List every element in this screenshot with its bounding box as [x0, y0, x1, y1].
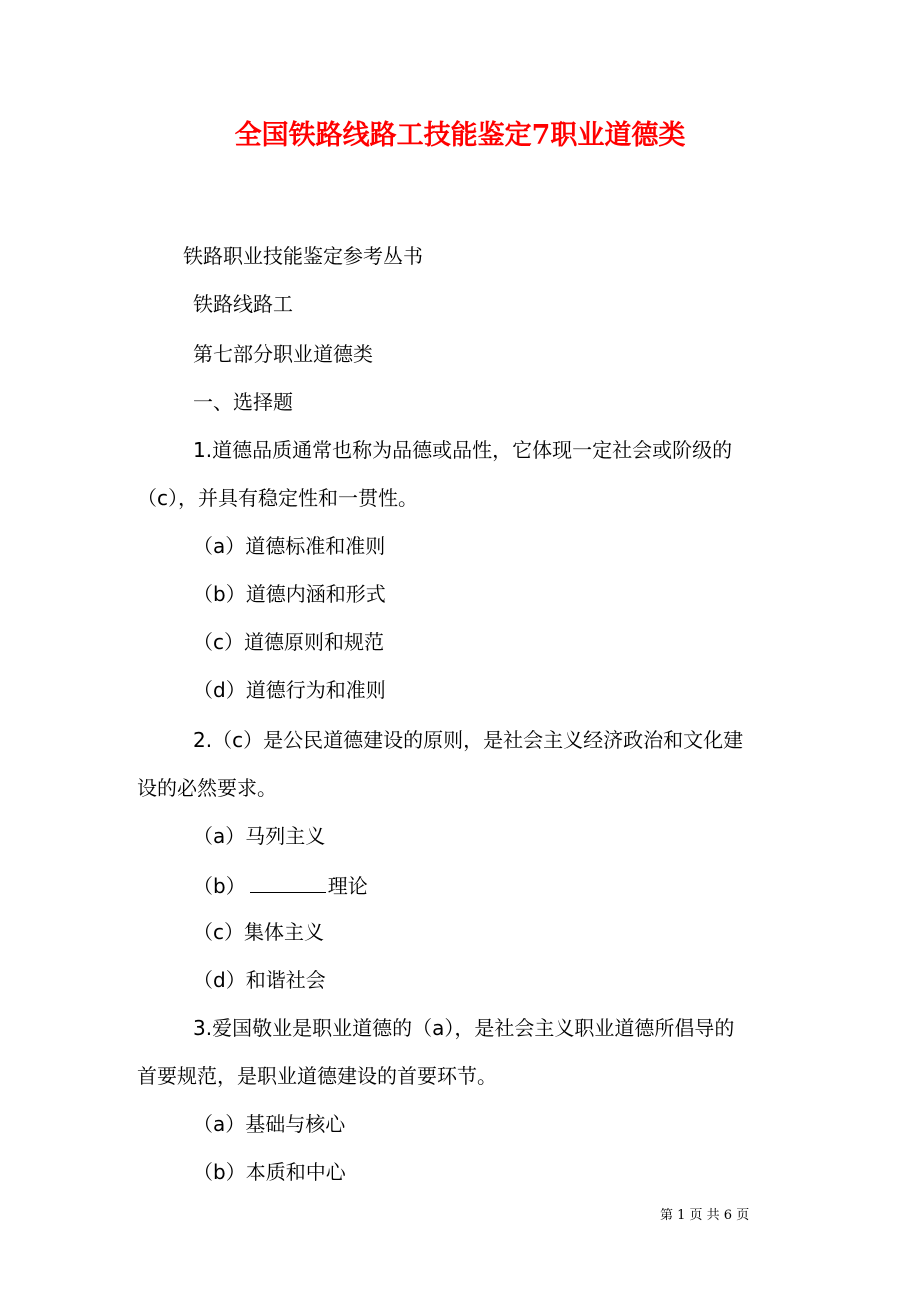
question-2-option-c: （c）集体主义	[193, 920, 324, 944]
question-2-option-a: （a）马列主义	[193, 824, 326, 848]
question-1-stem-line1: 1.道德品质通常也称为品德或品性，它体现一定社会或阶级的	[193, 438, 733, 462]
fill-in-blank	[250, 870, 326, 893]
page-number: 第 1 页 共 6 页	[660, 1208, 750, 1223]
question-2-stem-line2: 设的必然要求。	[137, 776, 277, 800]
series-name: 铁路职业技能鉴定参考丛书	[183, 244, 423, 268]
question-2-option-d: （d）和谐社会	[193, 968, 326, 992]
question-1-option-c: （c）道德原则和规范	[193, 630, 384, 654]
question-1-option-d: （d）道德行为和准则	[193, 678, 386, 702]
question-1-option-a: （a）道德标准和准则	[193, 534, 386, 558]
question-2-option-b	[193, 870, 368, 900]
question-3-option-a: （a）基础与核心	[193, 1112, 346, 1136]
book-name: 铁路线路工	[193, 292, 293, 316]
section-heading: 一、选择题	[193, 390, 293, 414]
question-2-option-b-label: （b）	[193, 874, 246, 898]
question-1-stem-line2: （c），并具有稳定性和一贯性。	[137, 486, 418, 510]
question-3-option-b: （b）本质和中心	[193, 1160, 346, 1184]
question-3-stem-line2: 首要规范，是职业道德建设的首要环节。	[137, 1064, 497, 1088]
document-title: 全国铁路线路工技能鉴定7职业道德类	[234, 120, 686, 151]
question-2-option-b-text: 理论	[327, 874, 368, 898]
question-3-stem-line1: 3.爱国敬业是职业道德的（a），是社会主义职业道德所倡导的	[193, 1016, 735, 1040]
question-1-option-b: （b）道德内涵和形式	[193, 582, 386, 606]
part-heading: 第七部分职业道德类	[193, 342, 373, 366]
question-2-stem-line1: 2.（c）是公民道德建设的原则，是社会主义经济政治和文化建	[193, 728, 744, 752]
